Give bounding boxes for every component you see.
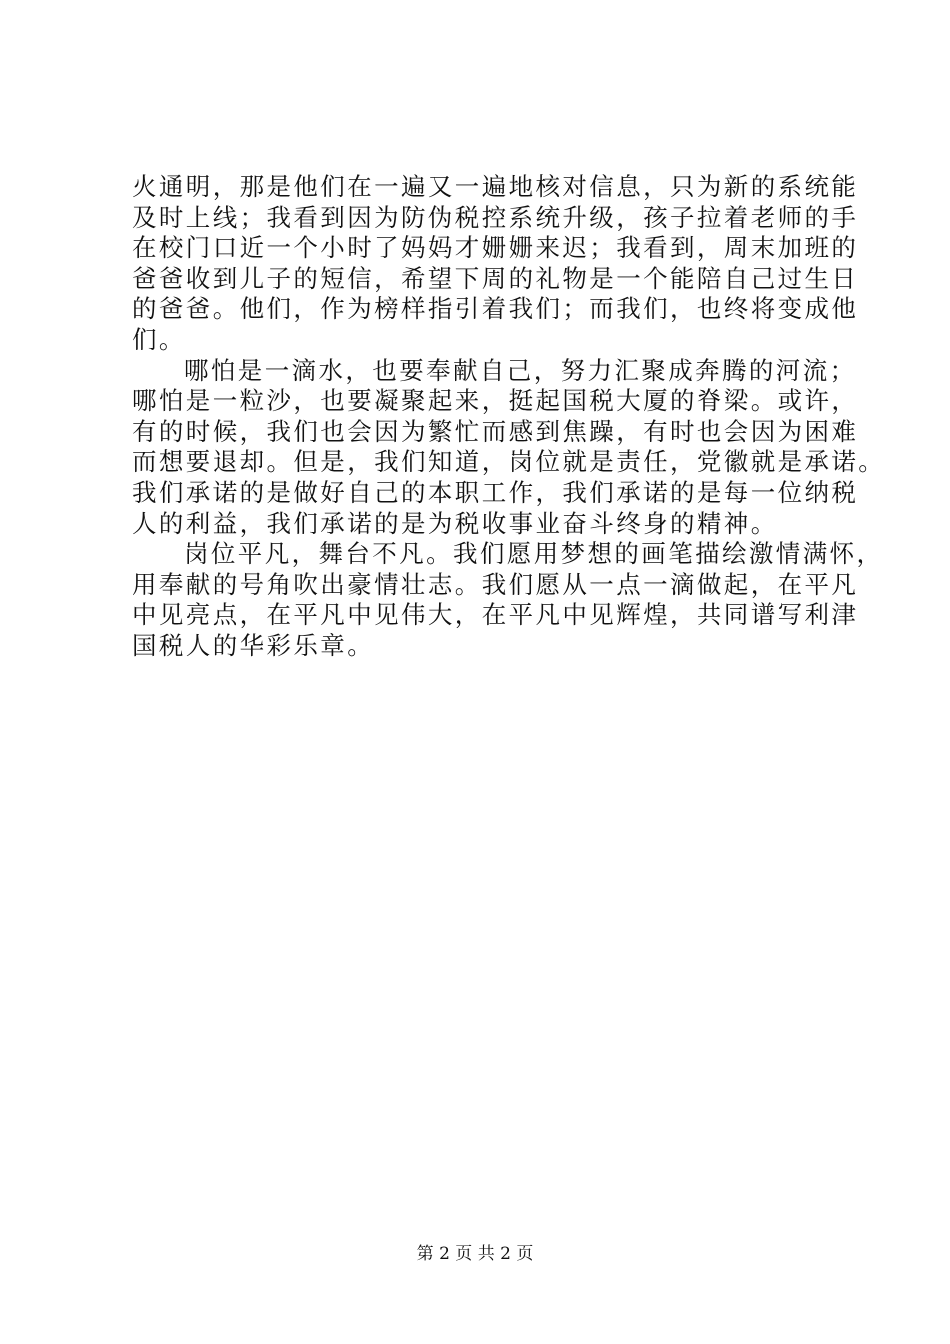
paragraph-start-line: 哪怕是一滴水，也要奉献自己，努力汇聚成奔腾的河流； — [184, 355, 857, 385]
text-line: 哪怕是一粒沙，也要凝聚起来，挺起国税大厦的脊梁。或许， — [132, 386, 859, 416]
text-line: 有的时候，我们也会因为繁忙而感到焦躁，有时也会因为困难 — [132, 416, 859, 446]
text-line: 国税人的华彩乐章。 — [132, 630, 375, 660]
paragraph-start-line: 岗位平凡，舞台不凡。我们愿用梦想的画笔描绘激情满怀， — [184, 539, 884, 569]
text-line: 们。 — [132, 324, 186, 354]
text-line: 爸爸收到儿子的短信，希望下周的礼物是一个能陪自己过生日 — [132, 263, 859, 293]
page-number-footer: 第 2 页 共 2 页 — [416, 1244, 534, 1264]
text-line: 的爸爸。他们，作为榜样指引着我们；而我们，也终将变成他 — [132, 294, 859, 324]
text-line: 而想要退却。但是，我们知道，岗位就是责任，党徽就是承诺。 — [132, 447, 886, 477]
text-line: 我们承诺的是做好自己的本职工作，我们承诺的是每一位纳税 — [132, 477, 859, 507]
text-line: 人的利益，我们承诺的是为税收事业奋斗终身的精神。 — [132, 508, 778, 538]
text-line: 火通明，那是他们在一遍又一遍地核对信息，只为新的系统能 — [132, 172, 859, 201]
text-line: 在校门口近一个小时了妈妈才姗姗来迟；我看到，周末加班的 — [132, 233, 859, 263]
text-line: 及时上线；我看到因为防伪税控系统升级，孩子拉着老师的手 — [132, 202, 859, 232]
text-line: 中见亮点，在平凡中见伟大，在平凡中见辉煌，共同谱写利津 — [132, 600, 859, 630]
body-text — [132, 172, 886, 662]
text-line: 用奉献的号角吹出豪情壮志。我们愿从一点一滴做起，在平凡 — [132, 569, 859, 599]
